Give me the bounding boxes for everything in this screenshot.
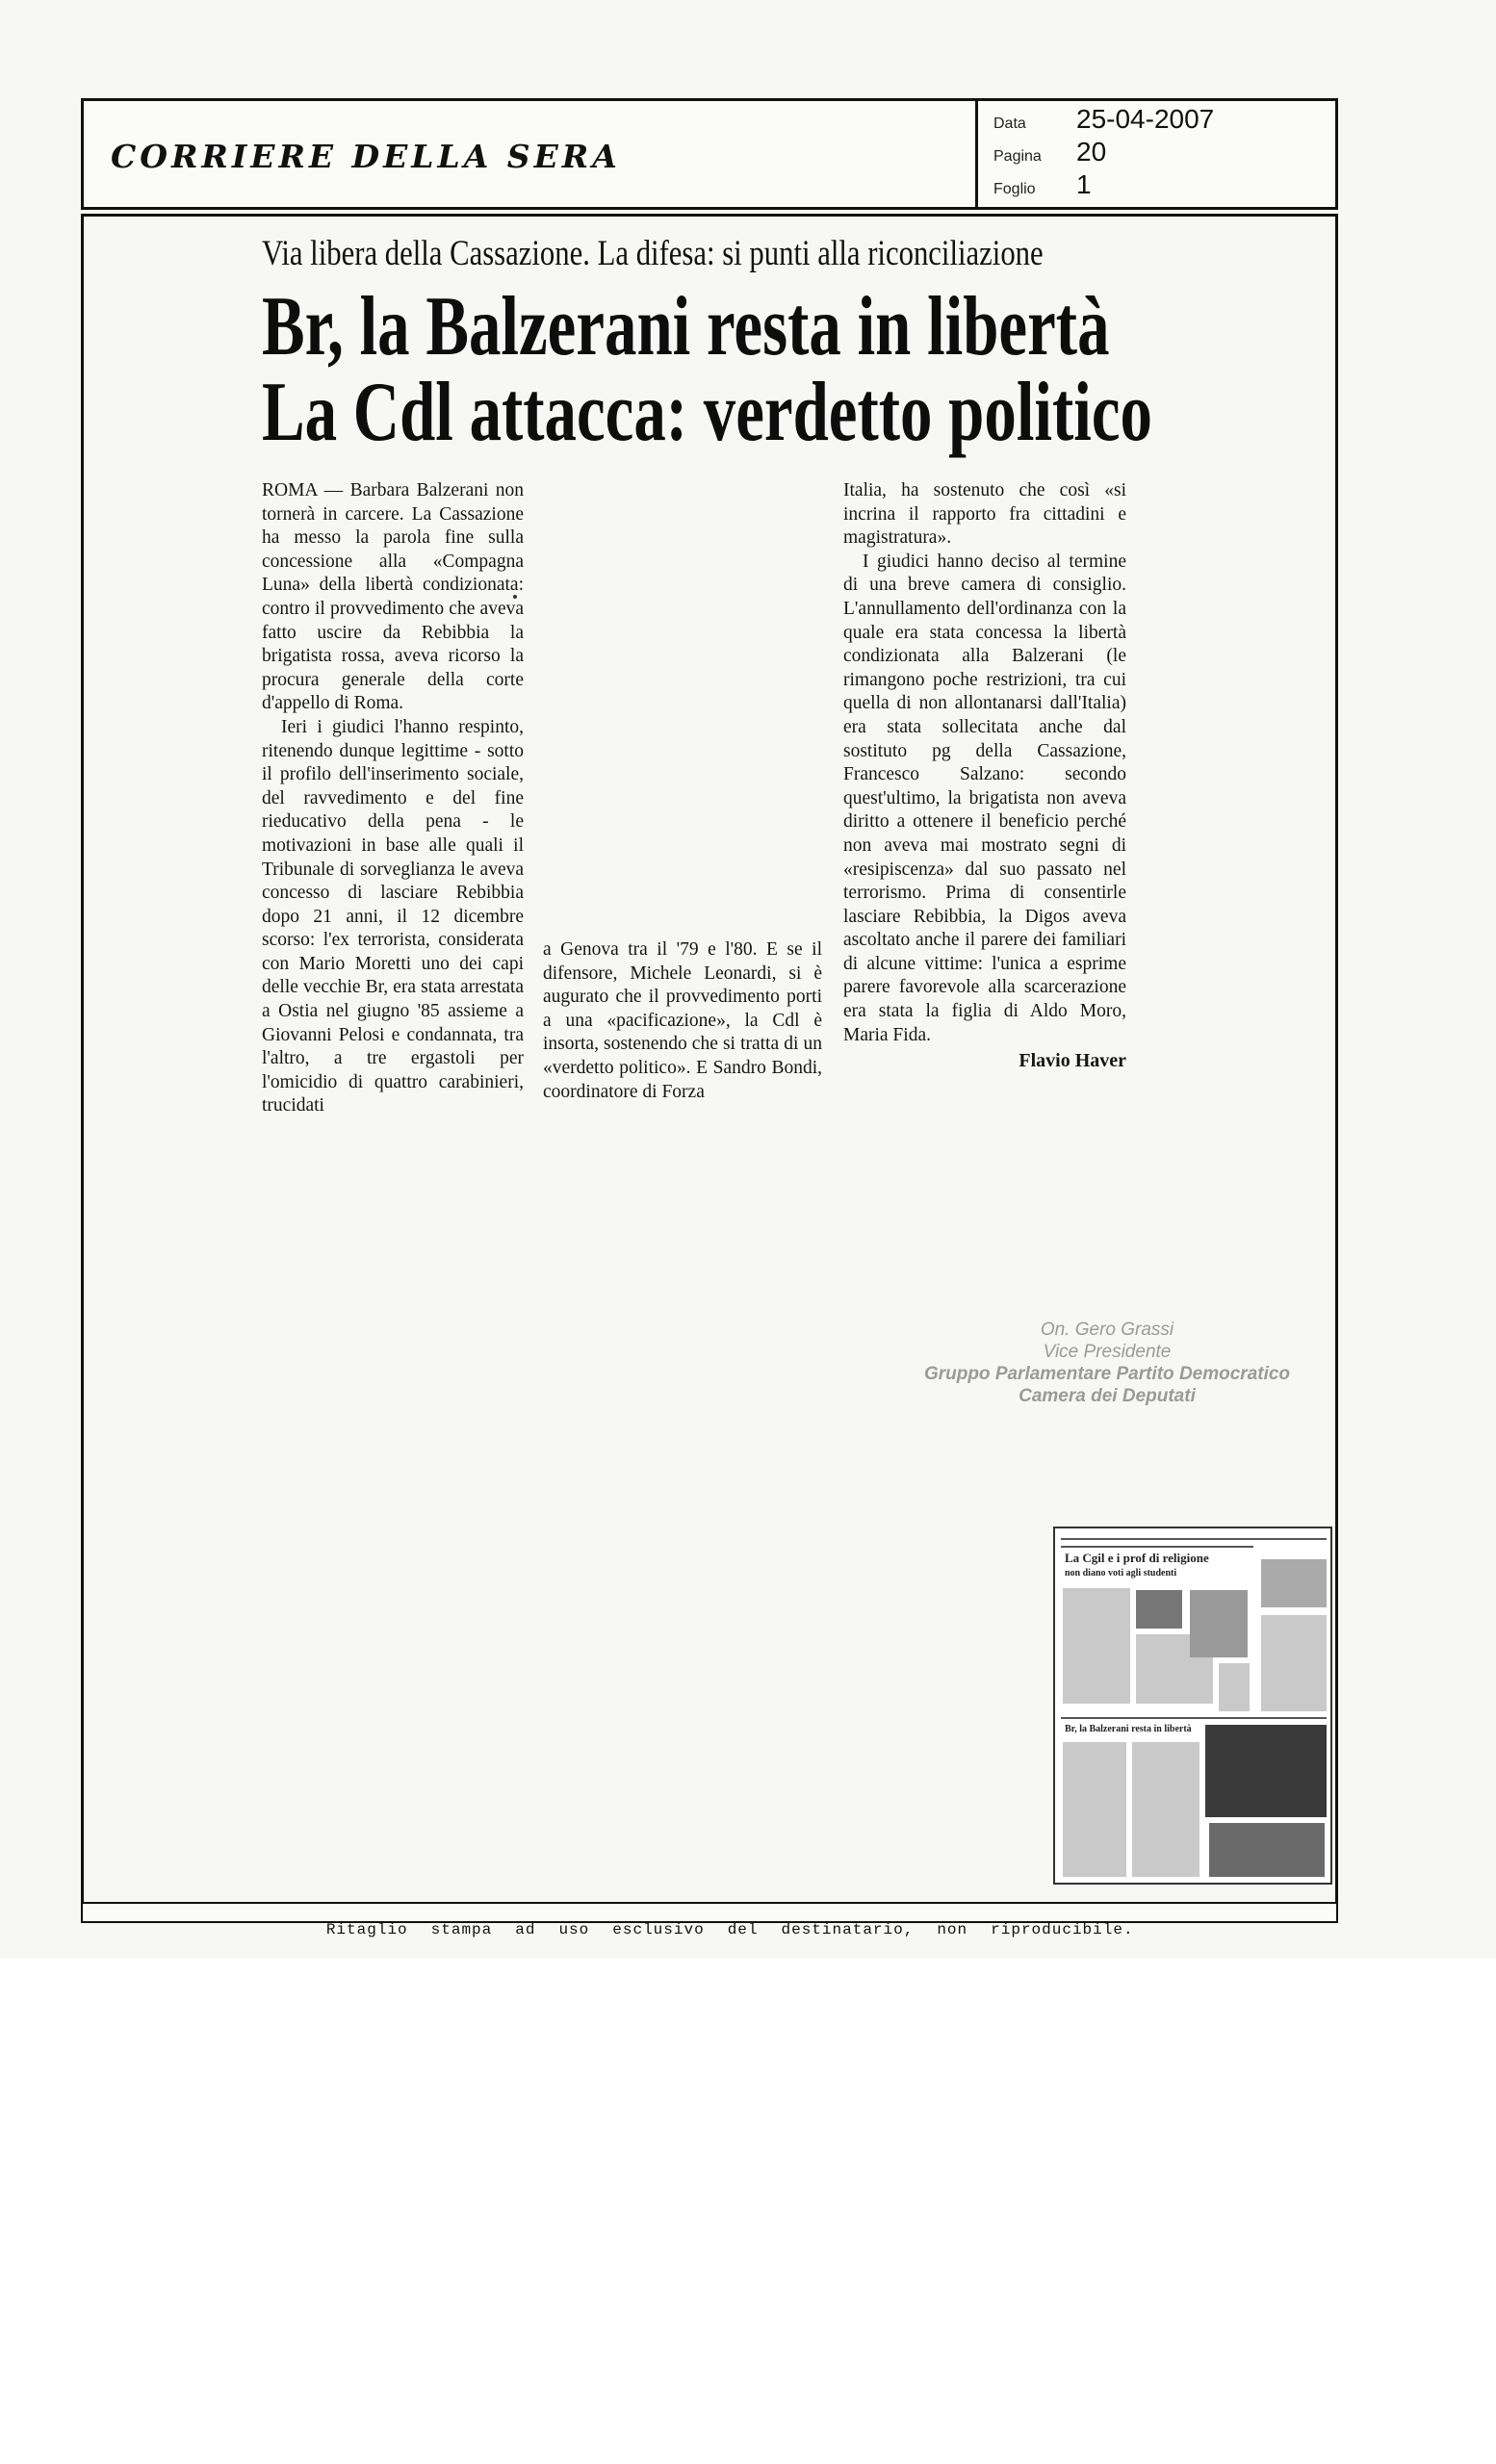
headline-line-2: La Cdl attacca: verdetto politico (262, 366, 1152, 459)
thumb-rule (1061, 1538, 1327, 1540)
footer-word: riproducibile. (991, 1921, 1134, 1938)
page-row (993, 137, 1106, 167)
thumb-car-ad (1205, 1725, 1327, 1817)
article-kicker: Via libera della Cassazione. La difesa: si punti alla riconciliazione (262, 234, 1044, 273)
clipping-metadata (975, 98, 1344, 210)
thumb-headline: La Cgil e i prof di religione (1065, 1551, 1209, 1565)
clipping-footer (81, 1902, 1338, 1938)
article-column-2 (543, 938, 822, 1104)
page-label: Pagina (993, 148, 1042, 165)
thumb-text-block (1261, 1615, 1327, 1711)
date-label: Data (993, 116, 1026, 132)
thumb-text-block (1063, 1588, 1130, 1704)
sheet-label: Foglio (993, 181, 1036, 197)
thumb-photo (1190, 1590, 1248, 1657)
headline-line-1: Br, la Balzerani resta in libertà (262, 280, 1110, 373)
thumb-ad (1261, 1559, 1327, 1607)
page-thumbnail (1053, 1527, 1332, 1885)
thumb-rule (1061, 1546, 1253, 1548)
thumb-photo (1136, 1590, 1182, 1629)
article-paragraph: ROMA — Barbara Balzerani non tornerà in carcere. La Cassazione ha messo la parola fine sulla concessione alla «Compagna Luna» della libertà condizionata: contro il provvedimento che aveva fatto uscire da Rebibbia la brigatista rossa, aveva ricorso la procura generale della corte d'appello di Roma. (262, 480, 524, 714)
stamp-chamber: Camera dei Deputati (1019, 1386, 1196, 1406)
thumb-rule (1061, 1717, 1327, 1719)
date-row (993, 104, 1214, 135)
article-column-1 (262, 479, 524, 1118)
article-paragraph: Italia, ha sostenuto che così «si incrina il rapporto fra cittadini e magistratura». (843, 480, 1126, 549)
article-paragraph: Ieri i giudici l'hanno respinto, ritenendo dunque legittime - sotto il profilo dell'inserimento sociale, del ravvedimento e del fine rieducativo della pena - le motivazioni in base alle quali il Tribunale di sorveglianza le aveva concesso di lasciare Rebibbia dopo 21 anni, il 12 dicembre scorso: l'ex terrorista, considerata con Mario Moretti uno dei capi delle vecchie Br, era stata arrestata a Ostia nel giugno '85 assieme a Giovanni Pelosi e condannata, tra l'altro, a tre ergastoli per l'omicidio di quattro carabinieri, trucidati (262, 716, 524, 1116)
footer-word: esclusivo (612, 1921, 705, 1938)
footer-word: destinatario, (781, 1921, 915, 1938)
thumb-subhead: non diano voti agli studenti (1065, 1568, 1177, 1578)
thumb-bottom-headline: Br, la Balzerani resta in libertà (1065, 1724, 1192, 1734)
footer-word: ad (515, 1921, 536, 1938)
stamp-title: Vice Presidente (1043, 1342, 1172, 1362)
clipping-header (81, 98, 1338, 210)
footer-word: uso (558, 1921, 590, 1938)
scan-speck (513, 595, 517, 599)
footer-notice (83, 1904, 1336, 1956)
article-paragraph: I giudici hanno deciso al termine di una breve camera di consiglio. L'annullamento dell'ordinanza con la quale era stata concessa la libertà condizionata alla Balzerani (le rimangono poche restrizioni, tra cui quella di non allontanarsi dall'Italia) era stata sollecitata anche dal sostituto pg della Cassazione, Francesco Salzano: secondo quest'ultimo, la brigatista non aveva diritto a ottenere il beneficio perché non aveva mai mostrato segni di «resipiscenza» dal suo passato nel terrorismo. Prima di consentirle lasciare Rebibbia, la Digos aveva ascoltato anche il parere dei familiari di alcune vittime: l'unica a esprime parere favorevole alla scarcerazione era stata la figlia di Aldo Moro, Maria Fida. (843, 551, 1126, 1045)
office-stamp (895, 1319, 1319, 1407)
thumb-text-block (1132, 1742, 1199, 1877)
footer-word: Ritaglio (325, 1921, 408, 1938)
stamp-name: On. Gero Grassi (1040, 1320, 1174, 1340)
page-value: 20 (1076, 137, 1107, 167)
date-value: 25-04-2007 (1076, 104, 1215, 134)
stamp-group: Gruppo Parlamentare Partito Democratico (923, 1364, 1291, 1384)
thumb-text-block (1219, 1663, 1250, 1711)
sheet-value: 1 (1076, 169, 1092, 199)
footer-word: non (937, 1921, 968, 1938)
article-column-3 (843, 479, 1126, 1073)
sheet-row (993, 169, 1092, 200)
article-paragraph: a Genova tra il '79 e l'80. E se il difensore, Michele Leonardi, si è augurato che il provvedimento porti a una «pacificazione», la Cdl è insorta, sostenendo che si tratta di un «verdetto politico». E Sandro Bondi, coordinatore di Forza (543, 939, 822, 1102)
footer-word: del (727, 1921, 759, 1938)
article-byline: Flavio Haver (1019, 1050, 1126, 1072)
thumb-text-block (1063, 1742, 1126, 1877)
footer-word: stampa (430, 1921, 493, 1938)
newspaper-masthead: CORRIERE DELLA SERA (111, 138, 621, 175)
thumb-car-photo (1209, 1823, 1325, 1877)
